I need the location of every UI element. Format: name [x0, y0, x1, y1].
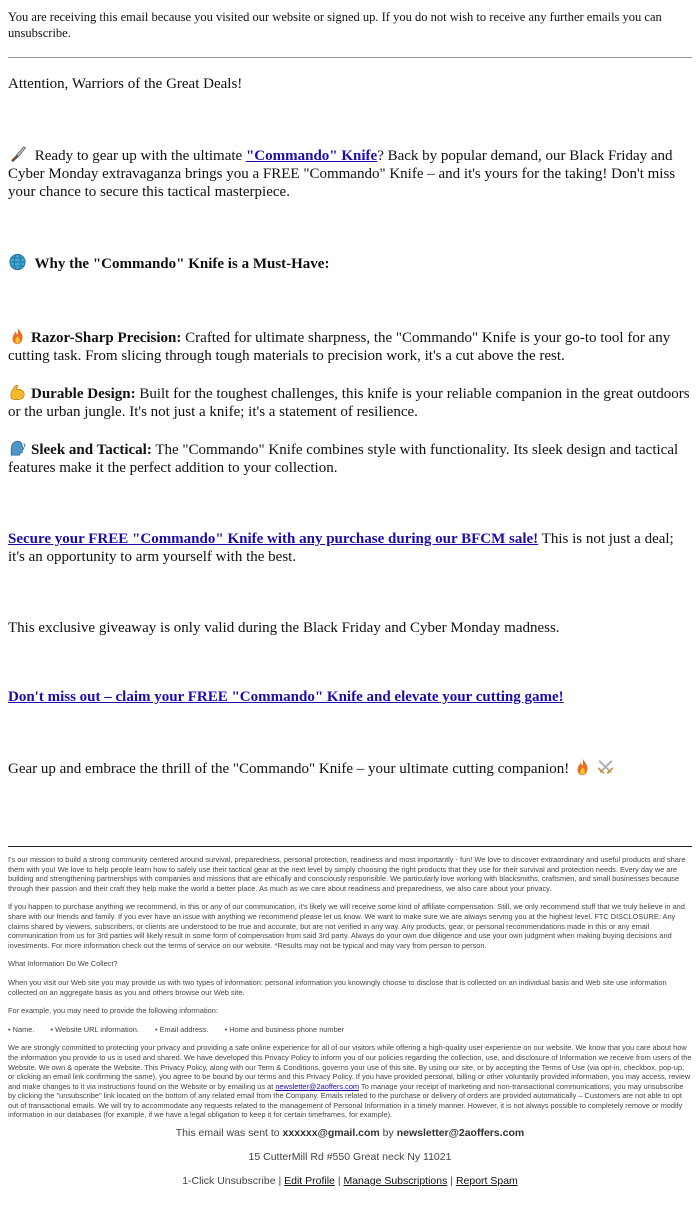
crossed-swords-icon [596, 758, 615, 776]
cta-paragraph: Secure your FREE "Commando" Knife with any purchase during our BFCM sale! This is not just a deal; it's an opportunity to arm yourself with the best. [8, 531, 674, 565]
bullet-item: • Website URL information. [50, 1024, 139, 1034]
privacy-email-link[interactable]: newsletter@2aoffers.com [275, 1081, 360, 1091]
mailing-address: 15 CutterMill Rd #550 Great neck Ny 11021 [248, 1151, 452, 1164]
feature-title: Durable Design: [31, 386, 136, 402]
bullet-item: • Name. [8, 1024, 35, 1034]
globe-icon [8, 253, 27, 271]
feature-title: Razor-Sharp Precision: [31, 330, 182, 346]
recipient-email: xxxxxx@gmail.com [282, 1127, 380, 1140]
why-heading: Why the "Commando" Knife is a Must-Have: [8, 253, 692, 273]
manage-subscriptions-link[interactable]: Manage Subscriptions [343, 1175, 448, 1188]
claim-knife-link[interactable]: Don't miss out – claim your FREE "Commando" Knife and elevate your cutting game! [8, 689, 564, 705]
info-collect-heading: What Information Do We Collect? [8, 959, 118, 969]
subscription-notice: You are receiving this email because you visited our website or signed up. If you do not wish to receive any further emails you can unsubscribe. [8, 10, 662, 40]
closing-line: Gear up and embrace the thrill of the "Commando" Knife – your ultimate cutting companion! [8, 758, 692, 778]
legal-section [8, 855, 692, 1120]
header-divider [8, 57, 692, 58]
footer-links: 1-Click Unsubscribe | Edit Profile | Manage Subscriptions | Report Spam [182, 1175, 518, 1188]
feature-text: Built for the toughest challenges, this knife is your reliable companion in the great outdoors or the urban jungle. It's not just a knife; it's a statement of resilience. [8, 386, 690, 420]
legal-divider [8, 846, 692, 847]
secure-knife-link[interactable]: Secure your FREE "Commando" Knife with any purchase during our BFCM sale! [8, 531, 539, 547]
info-example: For example, you may need to provide the following information: [8, 1006, 218, 1016]
sender-email: newsletter@2aoffers.com [396, 1127, 525, 1140]
commando-knife-link[interactable]: "Commando" Knife [245, 148, 378, 164]
edit-profile-link[interactable]: Edit Profile [284, 1175, 335, 1188]
info-bullets [8, 1025, 692, 1035]
feature-text: Crafted for ultimate sharpness, the "Commando" Knife is your go-to tool for any cutting task. From slicing through tough materials to precision work, it's a cut above the rest. [8, 330, 671, 364]
sent-to-line: This email was sent to xxxxxx@gmail.com by newsletter@2aoffers.com [175, 1127, 525, 1140]
feature-item [8, 439, 692, 477]
exclusive-note: This exclusive giveaway is only valid during the Black Friday and Cyber Monday madness. [8, 620, 560, 636]
report-spam-link[interactable]: Report Spam [455, 1175, 518, 1188]
bullet-item: • Email address. [154, 1024, 209, 1034]
info-types: When you visit our Web site you may provide us with two types of information: personal information you knowingly choose to disclose that is collected on an individual basis and Web site use information collected on an aggregate basis as you and others browse our Web site. [8, 977, 667, 997]
affiliate-disclosure: If you happen to purchase anything we recommend, in this or any of our communication, it's likely we will receive some kind of affiliate compensation. Still, we only recommend stuff that we truly believe in and share with our friends and family. If you ever have an issue with anything we recommend please let us know. We want to make sure we are always serving you at the highest level. FTC DISCLOSURE: Any claims shared by viewers, subscribers, or clients are understood to be true and accurate, but are not verified in any way. Any products, gear, or personal recommendations made in this or any email communication from us for 3rd parties will likely result in some form of compensation from said 3rd party. Always do your own due diligence and use your own judgment when making buying decisions and investments. For more information check out the terms of service on our website. *Results may not be typical and may vary from person to person. [8, 902, 685, 950]
bullet-item: • Home and business phone number [224, 1024, 345, 1034]
feature-title: Sleek and Tactical: [31, 442, 152, 458]
flexed-bicep-icon [8, 383, 27, 401]
mission-statement: I's our mission to build a strong community centered around survival, preparedness, personal protection, readiness and most importantly - fun! We love to discover extraordinary and useful products and share them with you! We love to help people learn how to safely use their tactical gear at the next level by simply choosing the right products that they use for their survival and protection needs. Every day we are building and strengthening partnerships with companies and missions that are ethically and consciously responsible. We particularly love working with blacksmiths, craftsmen, and small businesses because through their passion and their craft they help make the world a better place. As much as we care about readiness and preparedness, we also care about your privacy. [8, 855, 686, 893]
speaking-head-icon [8, 439, 27, 457]
fire-icon [573, 758, 592, 776]
fire-icon [8, 327, 27, 345]
one-click-unsubscribe[interactable]: 1-Click Unsubscribe [182, 1175, 276, 1188]
privacy-policy: We are strongly committed to protecting your privacy and providing a safe online experience for all of our visitors while offering a high-quality user experience on our website. We know that you care about how the information you provide to us is used and shared. We have developed this Privacy Policy to inform you of our policies regarding the collection, use, and disclosure of Information we receive from users of the Website. We own & operate the Website. This Privacy Policy, along with our Term & Conditions, governs your use of this site. By using our site, or by accepting the Terms of Use (via opt-in, checkbox, pop-up, or clicking an email link confirming the same), you agree to be bound by our terms and this Privacy Policy. If you have provided personal, billing or other voluntarily provided information, you may access, review and make changes to it via instructions found on the Website or by emailing us at newsletter@2aoffers.com To manage your receipt of marketing and non-transactional communications, you may unsubscribe by clicking the "unsubscribe" link located on the bottom of any related email from the Company. Emails related to the purchase or delivery of orders are provided automatically – Customers are not able to opt out of transactional emails. We will try to accommodate any requests related to the management of Personal Information in a timely manner. However, it is not always possible to completely remove or modify information in our databases (for example, if we have a legal obligation to keep it for certain timeframes, for example). [8, 1043, 692, 1120]
knife-icon [8, 145, 27, 163]
feature-item [8, 327, 692, 365]
intro-paragraph: Ready to gear up with the ultimate "Commando" Knife? Back by popular demand, our Black Friday and Cyber Monday extravaganza brings you a FREE "Commando" Knife – and it's yours for the taking! Don't miss your chance to secure this tactical masterpiece. [8, 145, 692, 201]
feature-text: The "Commando" Knife combines style with functionality. Its sleek design and tactical features make it the perfect addition to your collection. [8, 442, 679, 476]
claim-paragraph [8, 688, 692, 706]
email-footer [8, 1127, 692, 1187]
feature-item [8, 383, 692, 421]
greeting: Attention, Warriors of the Great Deals! [8, 76, 243, 92]
